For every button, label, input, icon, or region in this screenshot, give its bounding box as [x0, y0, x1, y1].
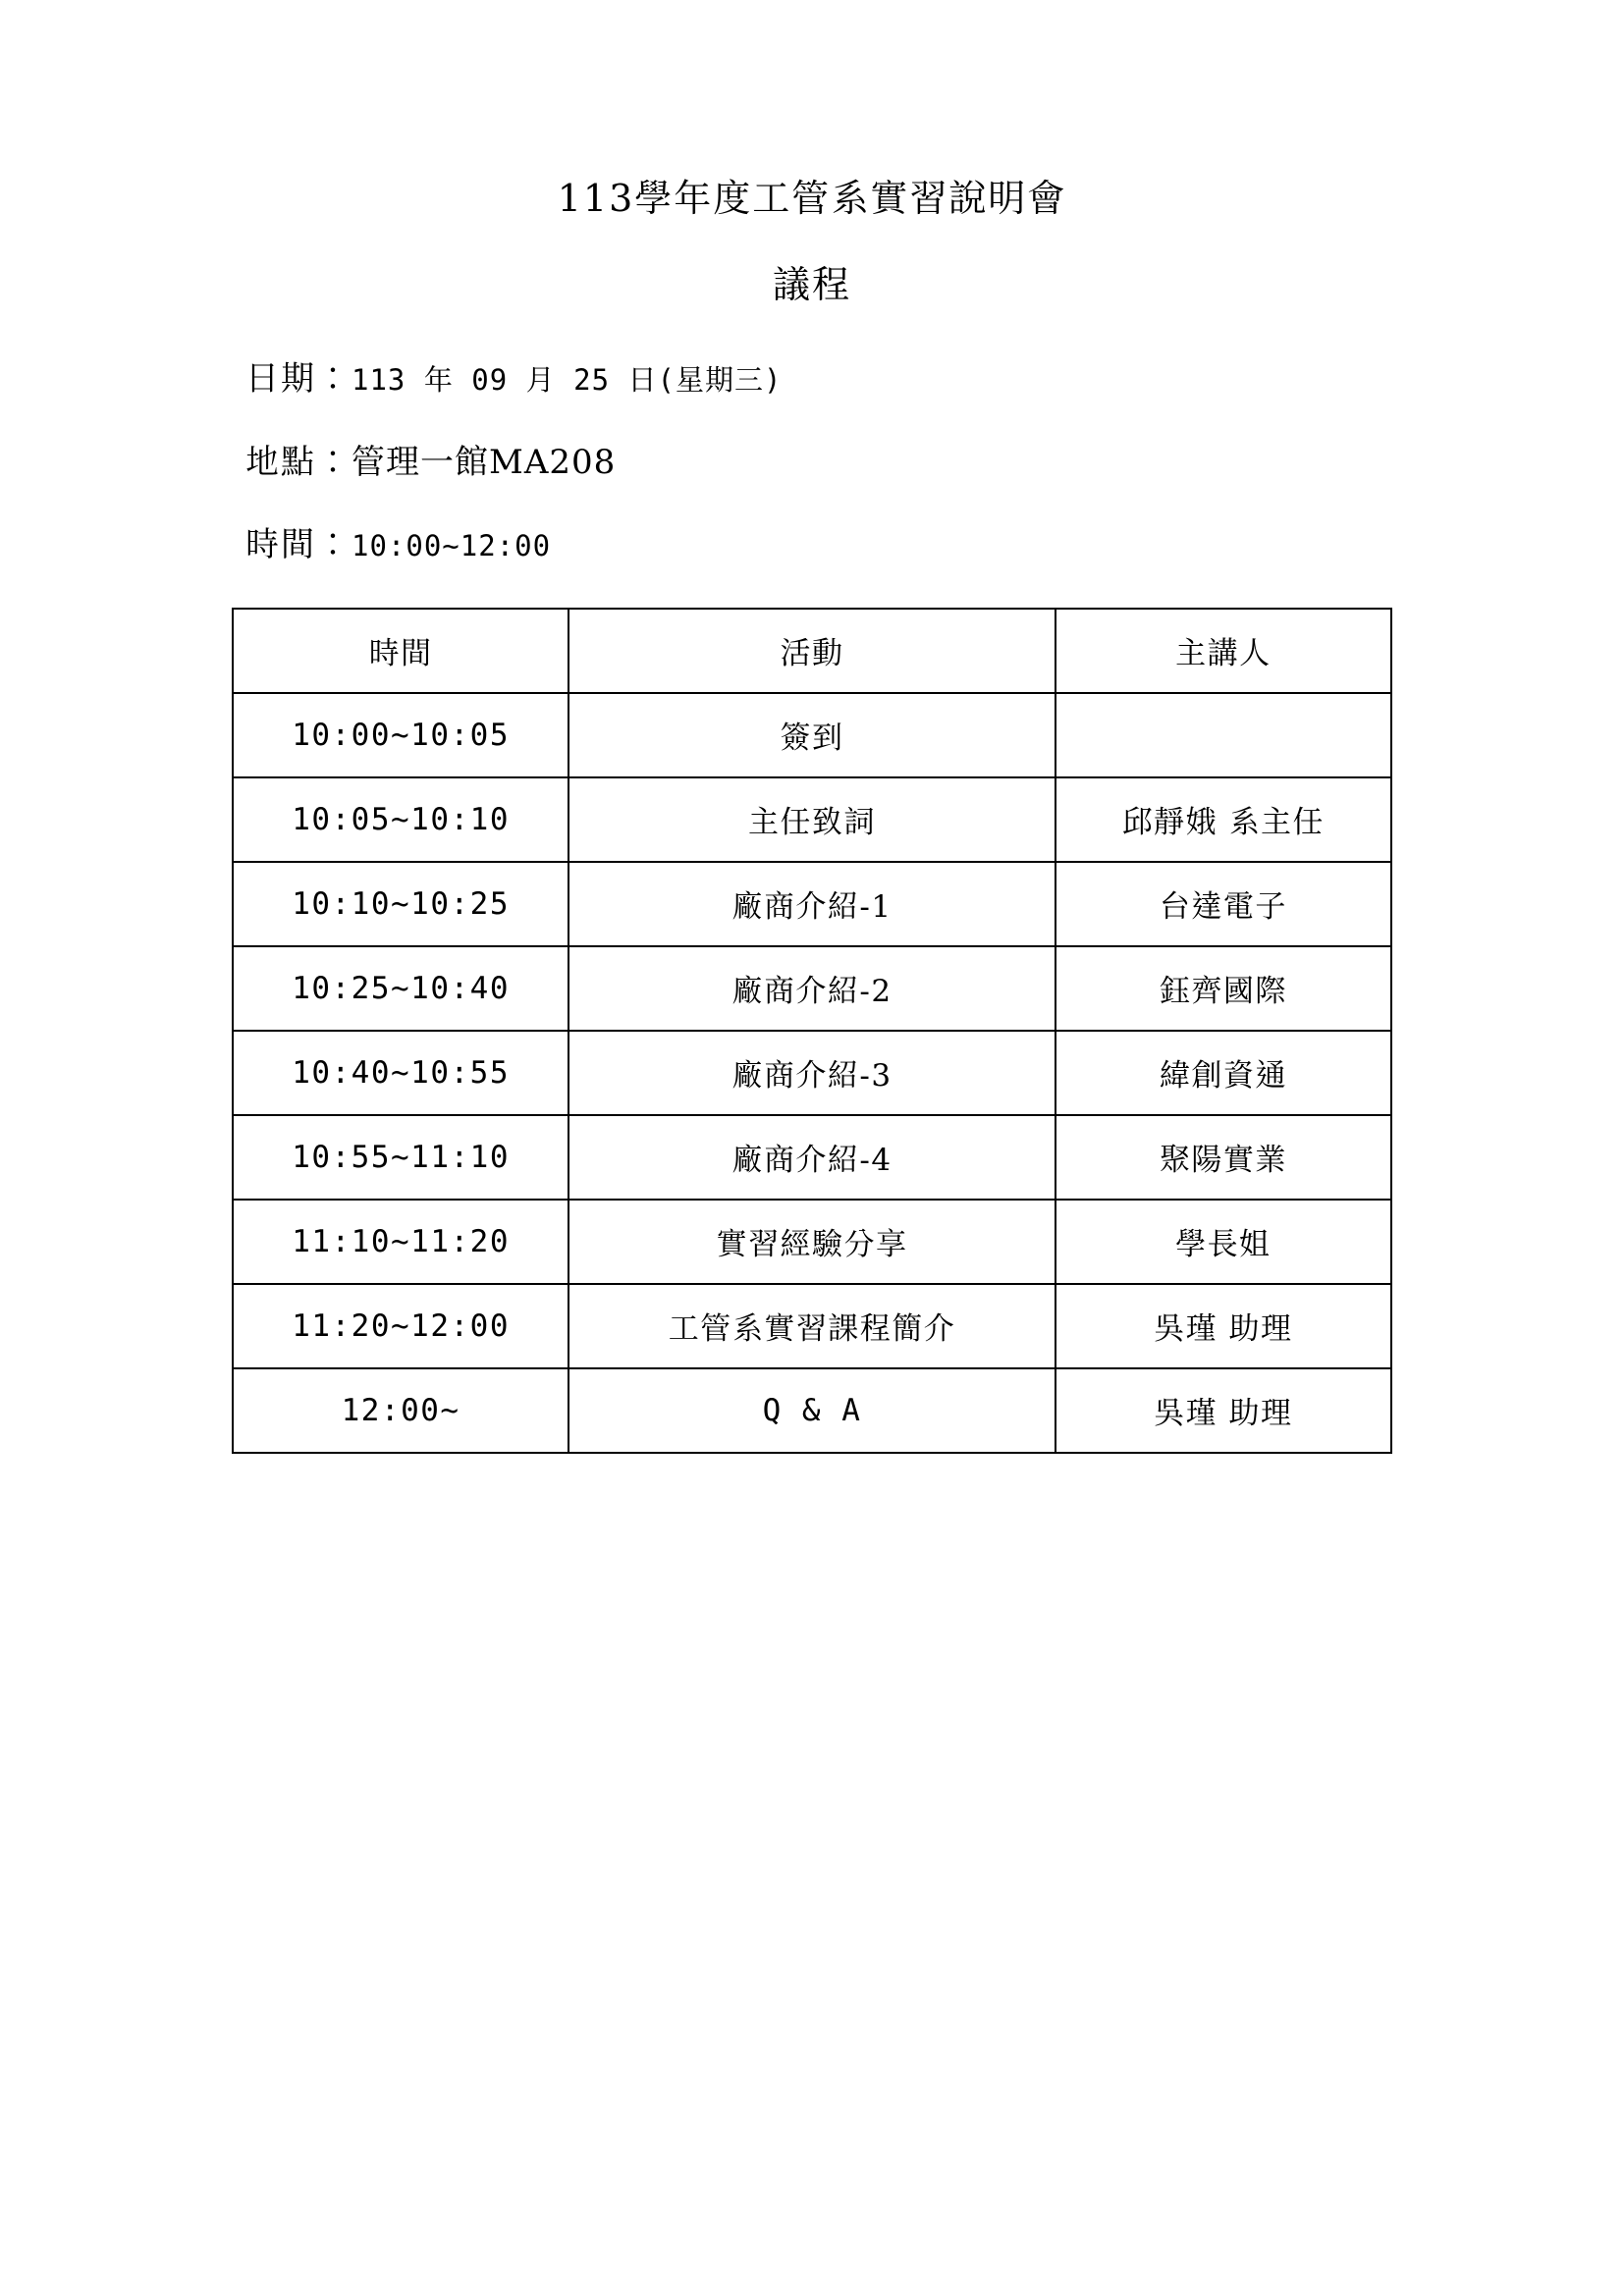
cell-activity: 工管系實習課程簡介: [568, 1284, 1056, 1368]
page-title: 113學年度工管系實習說明會: [557, 177, 1067, 220]
cell-activity: 實習經驗分享: [568, 1200, 1056, 1284]
meta-time-label: 時間：: [245, 525, 352, 565]
cell-speaker: 邱靜娥 系主任: [1056, 777, 1391, 862]
cell-speaker: 緯創資通: [1056, 1031, 1391, 1115]
cell-speaker: 吳瑾 助理: [1056, 1368, 1391, 1453]
cell-time: 12:00~: [233, 1368, 568, 1453]
cell-time: 10:40~10:55: [233, 1031, 568, 1115]
cell-activity: 簽到: [568, 693, 1056, 777]
cell-activity: 廠商介紹-4: [568, 1115, 1056, 1200]
cell-time: 10:55~11:10: [233, 1115, 568, 1200]
meta-time-value: 10:00~12:00: [352, 529, 552, 563]
table-row: [233, 1031, 1391, 1115]
meta-location-value: 管理一館MA208: [352, 442, 617, 482]
cell-activity: 廠商介紹-1: [568, 862, 1056, 946]
cell-activity: 主任致詞: [568, 777, 1056, 862]
cell-time: 10:05~10:10: [233, 777, 568, 862]
cell-activity: Q & A: [568, 1368, 1056, 1453]
cell-speaker: 台達電子: [1056, 862, 1391, 946]
table-row: [233, 1115, 1391, 1200]
meta-date: [232, 358, 1392, 400]
meta-location-label: 地點：: [245, 442, 352, 482]
table-row: [233, 1368, 1391, 1453]
cell-speaker: 學長姐: [1056, 1200, 1391, 1284]
table-row: [233, 1284, 1391, 1368]
cell-speaker: [1056, 693, 1391, 777]
column-header-time: 時間: [233, 609, 568, 693]
agenda-table: [232, 608, 1392, 1454]
cell-activity: 廠商介紹-2: [568, 946, 1056, 1031]
table-row: [233, 946, 1391, 1031]
cell-time: 11:10~11:20: [233, 1200, 568, 1284]
cell-time: 10:25~10:40: [233, 946, 568, 1031]
cell-activity: 廠商介紹-3: [568, 1031, 1056, 1115]
meta-location: [232, 442, 1392, 484]
table-row: [233, 777, 1391, 862]
table-header-row: [233, 609, 1391, 693]
cell-speaker: 吳瑾 助理: [1056, 1284, 1391, 1368]
meta-time: [232, 524, 1392, 566]
cell-time: 11:20~12:00: [233, 1284, 568, 1368]
column-header-activity: 活動: [568, 609, 1056, 693]
page-subtitle: 議程: [772, 262, 851, 306]
meta-date-label: 日期：: [245, 359, 352, 400]
cell-speaker: 鈺齊國際: [1056, 946, 1391, 1031]
table-row: [233, 693, 1391, 777]
meta-date-value: 113 年 09 月 25 日(星期三): [352, 363, 783, 398]
cell-time: 10:00~10:05: [233, 693, 568, 777]
table-row: [233, 862, 1391, 946]
cell-time: 10:10~10:25: [233, 862, 568, 946]
table-row: [233, 1200, 1391, 1284]
column-header-speaker: 主講人: [1056, 609, 1391, 693]
cell-speaker: 聚陽實業: [1056, 1115, 1391, 1200]
